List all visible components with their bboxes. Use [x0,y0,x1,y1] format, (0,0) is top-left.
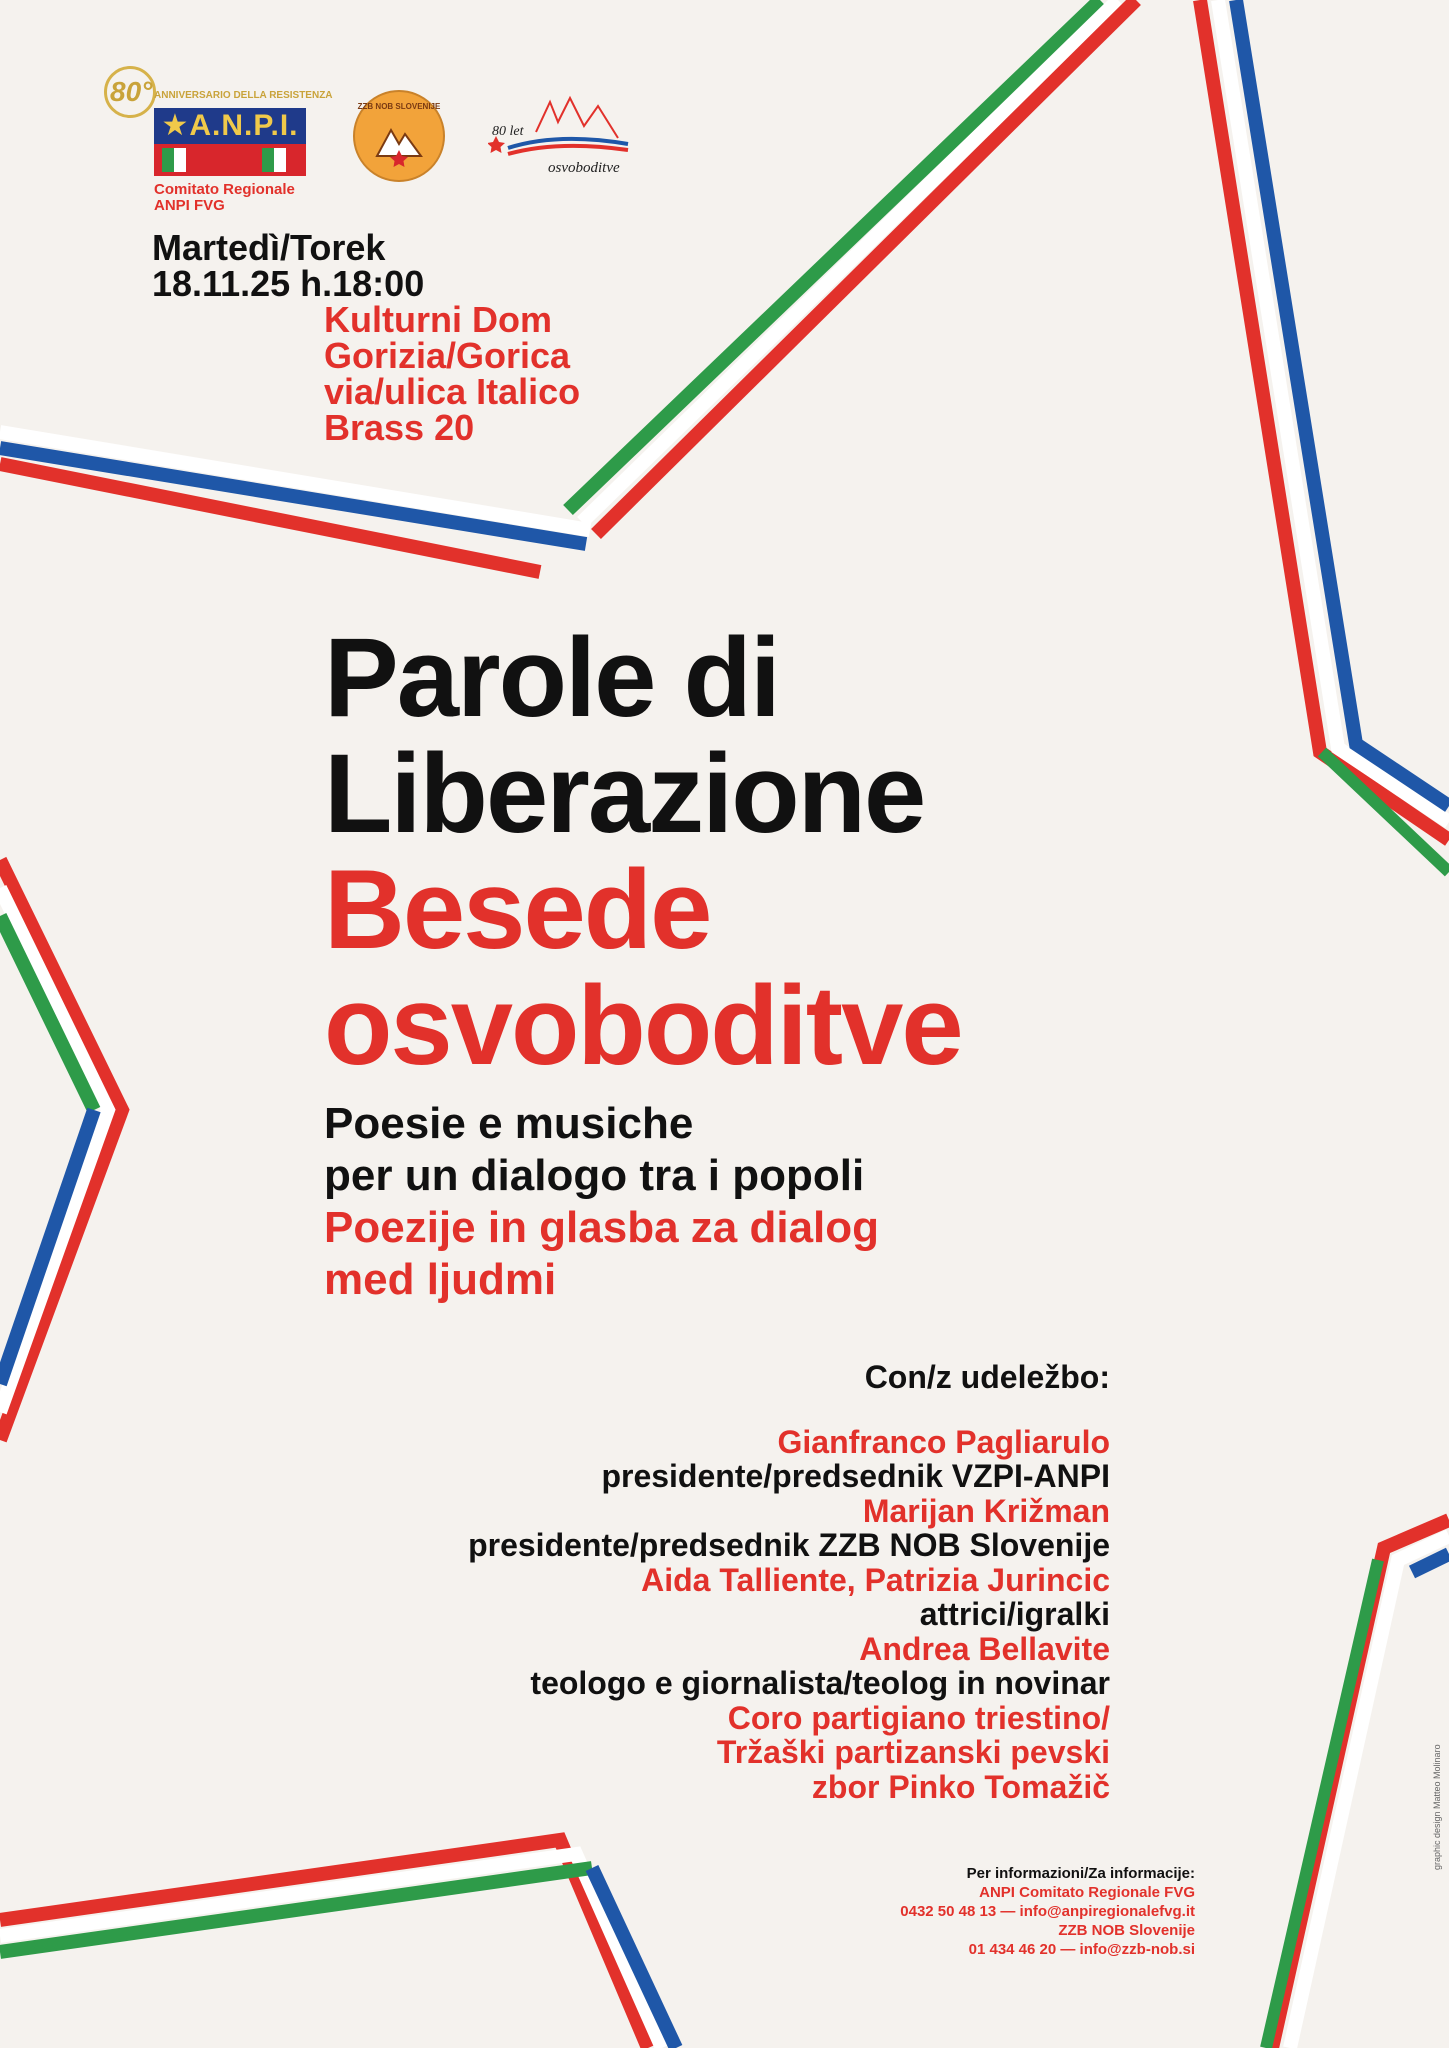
italian-flag-icon [162,148,198,172]
participant-line: presidente/predsednik VZPI-ANPI [601,1458,1110,1494]
subtitle-sl-line1: Poezije in glasba za dialog [324,1203,880,1252]
mountain-star-icon [373,116,425,168]
participant-line: Marijan Križman [862,1492,1110,1529]
title-sl-line2: osvoboditve [324,963,962,1088]
title-it-line2: Liberazione [324,731,925,856]
osvoboditve-name: osvoboditve [548,160,620,176]
participants-list [468,1425,1110,1805]
participant-line: zbor Pinko Tomažič [811,1768,1110,1805]
contact-info [900,1864,1195,1959]
anpi-name: ★A.N.P.I. [154,108,306,144]
anpi-caption-line1: Comitato Regionale [154,181,295,198]
participant-line: Aida Talliente, Patrizia Jurincic [641,1561,1110,1598]
venue-line: Gorizia/Gorica [324,335,571,376]
participant-line: Andrea Bellavite [859,1630,1110,1667]
italian-flag-icon [262,148,298,172]
ribbon-br-red [1272,1520,1449,2048]
ribbon-top-green [568,0,1100,510]
participant-line: presidente/predsednik ZZB NOB Slovenije [468,1527,1110,1563]
event-date [152,227,425,304]
anpi-caption [154,182,295,214]
participant-line: Tržaški partizanski pevski [716,1734,1110,1770]
anpi-caption-line2: ANPI FVG [154,197,225,214]
subtitle-sl-line2: med ljudmi [324,1255,557,1304]
participant-line: Coro partigiano triestino/ [727,1699,1110,1736]
ribbon-top-white [582,0,1118,522]
contact-org1-details: 0432 50 48 13 — info@anpiregionalefvg.it [900,1903,1195,1920]
venue-line: Kulturni Dom [324,299,552,340]
venue-line: via/ulica Italico [324,371,581,412]
participants [468,1360,1110,1804]
participant-line: teologo e giornalista/teolog in novinar [530,1665,1110,1701]
event-venue [324,299,581,448]
anpi-flags [154,144,306,176]
osvoboditve-logo [488,92,638,182]
contact-org1: ANPI Comitato Regionale FVG [979,1884,1195,1901]
contact-heading: Per informazioni/Za informacije: [966,1865,1195,1882]
contact-org2: ZZB NOB Slovenije [1058,1922,1195,1939]
participants-heading: Con/z udeležbo: [864,1359,1110,1395]
participant-line: Gianfranco Pagliarulo [777,1423,1110,1460]
poster-title [324,615,962,1088]
anpi-anniversary-text: ANNIVERSARIO DELLA RESISTENZA [154,90,333,101]
contact-org2-details: 01 434 46 20 — info@zzb-nob.si [968,1941,1195,1958]
ribbon-bottom-white [0,1854,662,2048]
subtitle-it-line1: Poesie e musiche [324,1099,694,1148]
subtitle-it-line2: per un dialogo tra i popoli [324,1151,865,1200]
title-it-line1: Parole di [324,615,780,740]
zzb-nob-logo [353,90,445,182]
venue-line: Brass 20 [324,407,475,448]
title-sl-line1: Besede [324,847,711,972]
design-credit: graphic design Matteo Molinaro [1432,1744,1442,1870]
zzb-logo-text: ZZB NOB SLOVENIJE [357,102,441,111]
ribbon-top-red [596,0,1136,534]
event-day: Martedì/Torek [152,227,386,268]
ribbon-midleft-blue [0,1110,94,1384]
poster-subtitle [324,1098,879,1306]
event-datetime: 18.11.25 h.18:00 [152,263,425,304]
participant-line: attrici/igralki [919,1596,1110,1632]
anpi-80-number: 80° [110,76,153,107]
of-mountain-icon [488,92,638,162]
ribbon-br-green [1266,1560,1378,2048]
osvoboditve-years: 80 let [492,124,524,139]
